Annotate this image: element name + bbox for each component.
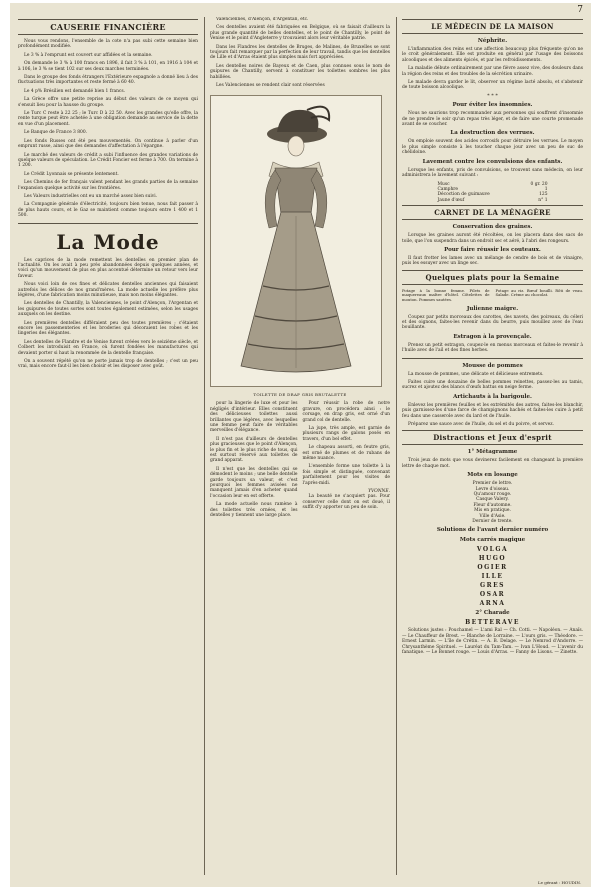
paragraph: Les caprices de la mode remettent les dentelles en premier plan de l'actualité. On les avait à peu près abandonnées depuis quelques années, et voici qu'un mouvement de plus en plus accentué détermine un retour vers leur faveur. — [18, 257, 198, 279]
column-divider — [204, 17, 205, 875]
paragraph: Nous ne saurions trop recommander aux personnes qui souffrent d'insomnie de ne prendre le soir qu'un repas très léger, et de faire une courte promenade avant de se coucher. — [402, 111, 583, 128]
charade-answer: BETTERAVE — [465, 619, 520, 627]
lozenge-clue: Premier de lettre. — [472, 481, 513, 487]
paragraph: Prenez un petit estragon, coupez-le en menus morceaux et faites-le revenir à l'huile avec de l'ail et des fines herbes. — [402, 342, 583, 354]
subheading: Conservation des graines. — [452, 224, 533, 231]
ingredient: Décoction de guimauve — [437, 192, 490, 198]
signature: YVONNE. — [368, 488, 390, 494]
paragraph: Les Valeurs industrielles ont eu un marché assez bien suivi. — [24, 193, 158, 199]
paragraph: Solutions justes : Pouchamel — L'ami Ral — Ch. Cotti. — Napoléon. — Anaïs. — Le Chauffeur de Brest. — Blanche de Lorraine. — L'ours gris. — Théodore. — Ernest Larmin. — L'île de Crétin. — A. B. Delage. — Le Nemrod d'Andorre. — Chrysanthème Spirituel. — Lauréat du Tam-Tam. — Ivan L'Houd. — L'avenir du fanatique. — Le Bonnet rouge. — Louis d'Arras. — Fanny de Lisons. — Zinette. — [402, 628, 583, 656]
paragraph: Enlevez les premières feuilles et les extrémités des autres, faites-les blanchir, puis garnissez-les d'une farce de champignons hachés et faites-les cuire à petit feu dans une casserole avec du lard et de l'huile. — [402, 402, 583, 419]
separator-stars: * * * — [487, 92, 498, 99]
paragraph: La jupe, très ample, est garnie de plusieurs rangs de galons posés en travers, d'un bel effet. — [302, 425, 390, 442]
page-number: 7 — [577, 5, 583, 15]
column-mode-continued — [210, 17, 390, 875]
subheading: Néphrite. — [477, 38, 508, 44]
paragraph: Dans les Flandres les dentelles de Bruges, de Malines, de Bruxelles se sont toujours fait remarquer par la perfection de leur travail, tandis que les dentelles de Lille et d'Arras étaient plus simples mais fort appréciées. — [210, 44, 390, 61]
menu-columns — [402, 289, 583, 303]
paragraph: La maladie débute ordinairement par une fièvre assez vive, des douleurs dans la région des reins et des troubles de la sécrétion urinaire. — [402, 66, 583, 77]
menu-right: Potage au riz. Bœuf bouilli. Rôti de veau. Salade. Crème au chocolat. — [495, 287, 583, 298]
paragraph: Les dentelles de Flandre et de Venise furent créées vers le seizième siècle, et Colbert les introduisit en France, où furent fondées les manufactures qui devaient porter si haut la renommée de la dentelle française. — [18, 339, 198, 356]
subheading: Solutions de l'avant dernier numéro — [436, 527, 549, 534]
paragraph: La beauté ne s'acquiert pas. Pour conserver celle dont on est doué, il suffit d'y apporter un peu de soin. — [302, 494, 390, 511]
prescription-table — [438, 182, 548, 204]
subheading: Pour éviter les insomnies. — [452, 102, 533, 109]
lozenge-clue: Dernier de trente. — [472, 519, 513, 525]
paragraph: Lorsque les enfants, pris de convulsions, se trouvent sans médecin, on leur administrera le lavement suivant : — [402, 167, 583, 179]
finance-article — [18, 39, 198, 219]
lozenge-clue: Ville d'Asie. — [479, 513, 506, 519]
subheading: Mots carrés magique — [459, 537, 526, 544]
paragraph: Trois jeux de mots que vous devinerez facilement en changeant la première lettre de chaque mot. — [402, 458, 583, 469]
paragraph: Nous voici loin de ces fines et délicates dentelles anciennes qui faisaient autrefois les délices de nos grand'mères. La mode actuelle les préfère plus légères, d'une fabrication moins minutieuse, mais non moins élégantes. — [18, 282, 198, 298]
paragraph: Le Banque de France 3 800. — [24, 130, 88, 136]
paragraph: Pour réussir la robe de notre gravure, on procédera ainsi : le corsage, en drap gris, est orné d'un grand col de dentelle. — [302, 401, 390, 423]
paragraph: Coupez par petits morceaux des carottes, des navets, des poireaux, du céleri et des oignons, faites-les revenir dans du beurre, puis mouillez avec de l'eau bouillante. — [402, 314, 583, 331]
subheading: Lavement contre les convulsions des enfants. — [422, 158, 563, 165]
paragraph: Il n'est pas d'ailleurs de dentelles plus gracieuses que le point d'Alençon, le plus fin et le plus riche de tous, qui est surtout réservé aux toilettes de grand apparat. — [210, 436, 298, 464]
grid-word: OGIER — [477, 564, 508, 572]
subheading: Pour faire réussir les couteaux. — [444, 246, 541, 253]
paragraph: Il faut frotter les lames avec un mélange de cendre de bois et de vinaigre, puis les essuyer avec un linge sec. — [402, 255, 583, 267]
footer: Le gérant : HOUDIN. — [537, 880, 581, 885]
mode-article-continued — [210, 17, 390, 88]
la-mode-heading: La Mode — [56, 229, 160, 254]
section-rule — [402, 358, 583, 359]
paragraph: Lorsque les graines auront été récoltées, on les placera dans des sacs de toile, que l'on suspendra dans un endroit sec et aéré, à l'abri des rongeurs. — [402, 233, 583, 244]
paragraph: Les Valenciennes se rendent clair sont réservées — [216, 83, 325, 89]
grid-word: GRES — [479, 582, 506, 590]
subheading: Artichauts à la barigoule. — [453, 393, 532, 400]
paragraph: Préparez une sauce avec de l'huile, du sel et du poivre, et servez. — [408, 422, 554, 427]
subheading: Mots en losange — [467, 472, 518, 479]
subheading: Estragon à la provençale. — [453, 333, 532, 340]
paragraph: Il n'est que les dentelles qui se démodent le moins ; une belle dentelle garde toujours sa valeur, et c'est pourquoi les femmes avisées ne manquent jamais d'en acheter quand l'occasion leur en est offerte. — [210, 466, 298, 499]
grid-word: ILLE — [481, 573, 504, 581]
paragraph: L'ensemble forme une toilette à la fois simple et distinguée, convenant parfaitement pour les visites de l'après-midi. — [302, 464, 390, 486]
word-grid — [402, 546, 583, 607]
grid-word: HUGO — [478, 555, 507, 563]
paragraph: Les dentelles noires de Bayeux et de Caen, plus connues sous le nom de guipures de Chantilly, servent à constituer les toilettes sombres les plus habillées. — [210, 63, 390, 80]
paragraph: Valenciennes, d'Alençon, d'Argentan, etc. — [216, 17, 309, 22]
lozenge-clue: Fleur d'automne. — [473, 502, 512, 508]
bodice — [275, 168, 317, 214]
paragraph: Le malade devra garder le lit, observer un régime lacté absolu, et s'abstenir de toute boisson alcoolique. — [402, 80, 583, 91]
paragraph: Le Crédit Lyonnais se présente lentement. — [24, 171, 119, 177]
paragraph: On a souvent répété qu'on ne porte jamais trop de dentelles ; c'est un peu vrai, mais encore faut-il les bien choisir et les disposer avec goût. — [18, 359, 198, 370]
quantity: n° 1 — [538, 197, 548, 203]
prescription-row — [438, 198, 548, 203]
distractions-heading: Distractions et Jeux d'esprit — [402, 430, 583, 445]
subheading: Mousse de pommes — [462, 362, 523, 369]
paragraph: Faites cuire une douzaine de belles pommes reinettes, passez-les au tamis, sucrez et ajoutez des blancs d'œufs battus en neige ferme. — [402, 379, 583, 391]
subheading: Julienne maigre. — [466, 305, 519, 312]
mode-article-bottom-right — [303, 401, 391, 521]
column-medecin-jeux — [402, 17, 583, 875]
subheading: 2° Charade — [475, 610, 510, 617]
grid-word: ARNA — [479, 600, 506, 608]
lozenge-clue: Qu'amour rouge. — [473, 492, 512, 498]
finance-heading: CAUSERIE FINANCIÈRE — [18, 19, 198, 35]
paragraph: Dans le groupe des fonds étrangers l'Extérieure espagnole a donné lieu à des fluctuations très importantes et reste fermé à 60 40. — [18, 75, 198, 86]
paragraph: Les fonds Russes ont été peu mouvementés. On continue à parler d'un emprunt russe, ainsi que des demandes d'affectation à l'épargne. — [18, 138, 198, 150]
face — [288, 136, 304, 156]
paragraph: On emploie souvent des acides corrosifs pour détruire les verrues. Le moyen le plus simple consiste à les toucher chaque jour avec un peu de suc de chélidoine. — [402, 139, 583, 156]
paragraph: La mousse de pommes, une délicate et délicieuse entremets. — [408, 371, 544, 377]
lozenge-list — [402, 481, 583, 524]
paragraph: Le 3 % à l'emprunt est couvert sur affidées et la semaine. — [24, 52, 153, 58]
lower-mode-block — [210, 401, 390, 521]
mode-article-bottom-left — [210, 401, 298, 521]
paragraph: Les Chemins de fer français valent pendant les grands parties de la semaine l'expansion quelque activité sur les frontières. — [18, 180, 198, 191]
grid-word: OSAR — [479, 591, 506, 599]
fashion-illustration — [210, 95, 382, 387]
section-rule — [18, 223, 198, 224]
paragraph: Ces dentelles avaient été fabriquées en Belgique, où se faisait d'ailleurs la plus grande quantité de belles dentelles, et le point de Chantilly, le point de Venise et le point d'Angleterre y trouvaient alors leur véritable patrie. — [210, 25, 390, 42]
illustration-caption: TOILETTE DE DRAP GRIS BRUTALETTE — [253, 391, 347, 397]
column-finance-mode — [18, 17, 198, 875]
paragraph: Le marché des valeurs de crédit a subi l'influence des grandes variations de quelque valeurs de spéculation. Le Crédit Foncier est ferme à 700. On termine à 1 200. — [18, 152, 198, 169]
paragraph: On demande le 3 % à 100 francs en 1896, il fait 3 % à 101, en 1916 à 104 et à 106, le 3 % se tient 102 sur ses deux marches terminées. — [18, 61, 198, 72]
paragraph: Le chapeau assorti, en feutre gris, est orné de plumes et de rubans de même nuance. — [302, 445, 390, 461]
mode-article — [18, 258, 198, 370]
paragraph: Le Turc C reste à 22 25 ; le Turc D à 22 50. Avec les grandes qu'elle offre, la rente turque peut être achetée à une obligation demande au service de la dette en vue d'un placement. — [18, 111, 198, 127]
menu-left: Potage à la bonne femme. Filets de maquereaux maître d'hôtel. Côtelettes de mouton. Pommes sautées. — [402, 287, 490, 302]
lozenge-clue: Levre d'oiseau. — [475, 486, 510, 492]
ingredient: Jaune d'œuf — [437, 197, 465, 203]
paragraph: Le 4 p% Brésilien est demandé bien 1 francs. — [24, 88, 126, 94]
subheading: La destruction des verrues. — [450, 130, 535, 137]
lozenge-clue: Mis en pratique. — [474, 508, 511, 514]
paragraph: pour la lingerie de luxe et pour les négligés d'intérieur. Elles constituent des délicieuses toilettes aussi brillantes que légères, avec lesquelles une femme peut faire de véritables merveilles d'élégance. — [210, 401, 298, 434]
paragraph: Nous vous rendons, l'ensemble de la cote n'a pas subi cette semaine bien profondément modifiée. — [18, 39, 198, 50]
ingredient: Camphre — [437, 186, 458, 192]
quantity: 0 gr. 20 — [530, 181, 548, 187]
column-divider — [396, 17, 397, 875]
grid-word: VOLGA — [476, 546, 509, 554]
quantity: 125 — [539, 192, 548, 198]
ingredient: Musc — [437, 181, 450, 187]
paragraph: La mode actuelle nous ramène à des toilettes très ornées, et les dentelles y tiennent une large place. — [210, 502, 298, 518]
lozenge-clue: Casque Valery. — [476, 497, 509, 503]
medecin-heading: LE MÉDECIN DE LA MAISON — [402, 19, 583, 34]
plats-heading: Quelques plats pour la Semaine — [402, 270, 583, 285]
menagere-heading: CARNET DE LA MÉNAGÈRE — [402, 205, 583, 220]
paragraph: La Compagnie générale d'électricité, toujours bien tenue, nous fait passer à de plus hauts cours, et le Gaz se maintient comme toujours entre 1 400 et 1 500. — [18, 202, 198, 219]
newspaper-page — [10, 3, 591, 887]
paragraph: L'inflammation des reins est une affection beaucoup plus fréquente qu'on ne le croit généralement. Elle est produite en général par l'usage des boissons alcooliques et des aliments épicés, et par les refroidissements. — [402, 47, 583, 63]
paragraph: Les premières dentelles différaient peu des toutes premières ; c'étaient encore les passementeries et les broderies qui décoraient les robes et les lingeries des élégantes. — [18, 320, 198, 337]
paragraph: Les dentelles de Chantilly, la Valenciennes, le point d'Alençon, l'Argentan et les guipures de toutes sortes sont toutes également estimées, selon les usages auxquels on les destine. — [18, 301, 198, 318]
quantity: 1 — [544, 186, 548, 192]
subheading: 1° Métagramme — [467, 449, 518, 456]
paragraph: La Grèce offre une petite reprise au début des valeurs de ce moyen qui s'ensuit lieu pour la hausse du groupe. — [18, 97, 198, 108]
